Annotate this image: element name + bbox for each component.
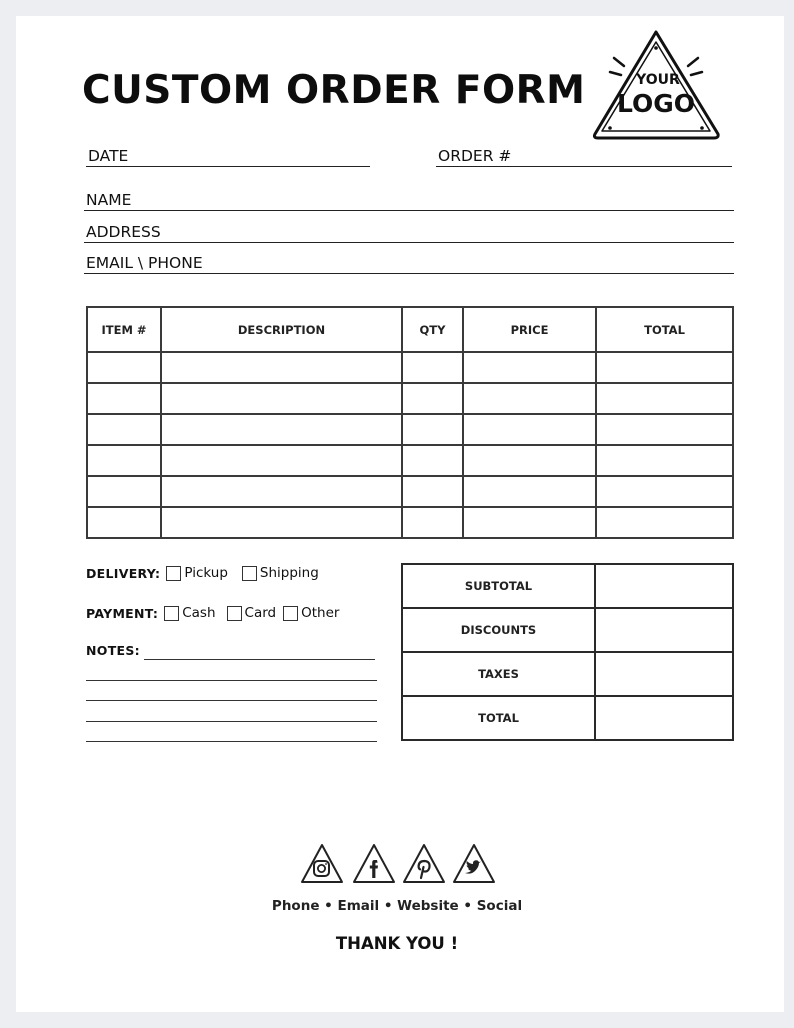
- discounts-value-cell[interactable]: [595, 608, 733, 652]
- table-row: [87, 476, 733, 507]
- table-cell[interactable]: [463, 507, 596, 538]
- table-cell[interactable]: [463, 383, 596, 414]
- table-cell[interactable]: [161, 414, 402, 445]
- notes-line[interactable]: [144, 659, 375, 660]
- table-row: [87, 507, 733, 538]
- order-number-field[interactable]: [436, 146, 732, 167]
- instagram-icon: [302, 845, 342, 882]
- table-row: [87, 445, 733, 476]
- pickup-label: Pickup: [184, 565, 228, 581]
- notes-line[interactable]: [86, 680, 377, 681]
- subtotal-label: SUBTOTAL: [402, 564, 595, 608]
- logo-line2: LOGO: [616, 89, 696, 118]
- table-cell[interactable]: [161, 352, 402, 383]
- table-cell[interactable]: [596, 383, 733, 414]
- discounts-label: DISCOUNTS: [402, 608, 595, 652]
- totals-row: [402, 652, 733, 696]
- payment-option-card[interactable]: [227, 605, 277, 621]
- table-row: [87, 414, 733, 445]
- table-cell[interactable]: [463, 414, 596, 445]
- other-label: Other: [301, 605, 340, 621]
- table-cell[interactable]: [463, 476, 596, 507]
- table-cell[interactable]: [596, 352, 733, 383]
- table-cell[interactable]: [463, 352, 596, 383]
- subtotal-value-cell[interactable]: [595, 564, 733, 608]
- table-row: [87, 352, 733, 383]
- col-description: DESCRIPTION: [161, 307, 402, 352]
- totals-row: [402, 696, 733, 740]
- table-cell[interactable]: [402, 507, 463, 538]
- table-cell[interactable]: [161, 445, 402, 476]
- facebook-icon: [354, 845, 394, 882]
- table-row: [87, 383, 733, 414]
- grand-total-label: TOTAL: [402, 696, 595, 740]
- table-cell[interactable]: [463, 445, 596, 476]
- totals-row: [402, 608, 733, 652]
- taxes-value-cell[interactable]: [595, 652, 733, 696]
- table-cell[interactable]: [87, 352, 161, 383]
- col-item-number: ITEM #: [87, 307, 161, 352]
- items-table: [86, 306, 734, 539]
- delivery-label: DELIVERY:: [86, 565, 161, 581]
- date-field[interactable]: [86, 146, 370, 167]
- table-cell[interactable]: [596, 476, 733, 507]
- twitter-icon: [454, 845, 494, 882]
- address-field[interactable]: [84, 222, 734, 243]
- notes-line[interactable]: [86, 741, 377, 742]
- notes-label: NOTES:: [86, 643, 140, 658]
- table-cell[interactable]: [87, 414, 161, 445]
- table-cell[interactable]: [402, 383, 463, 414]
- name-field[interactable]: [84, 190, 734, 211]
- payment-option-cash[interactable]: [164, 605, 215, 621]
- date-label: DATE: [88, 147, 129, 165]
- table-cell[interactable]: [87, 445, 161, 476]
- grand-total-value-cell[interactable]: [595, 696, 733, 740]
- form-title: CUSTOM ORDER FORM: [82, 68, 586, 113]
- cash-checkbox[interactable]: [164, 606, 179, 621]
- social-icons: [298, 842, 498, 886]
- contact-line: Phone • Email • Website • Social: [271, 898, 523, 914]
- table-cell[interactable]: [161, 507, 402, 538]
- table-cell[interactable]: [87, 507, 161, 538]
- taxes-label: TAXES: [402, 652, 595, 696]
- thank-you-text: THANK YOU !: [335, 934, 459, 953]
- pickup-checkbox[interactable]: [166, 566, 181, 581]
- table-cell[interactable]: [596, 507, 733, 538]
- table-cell[interactable]: [596, 414, 733, 445]
- shipping-checkbox[interactable]: [242, 566, 257, 581]
- totals-row: [402, 564, 733, 608]
- table-cell[interactable]: [87, 476, 161, 507]
- table-cell[interactable]: [596, 445, 733, 476]
- payment-option-other[interactable]: [283, 605, 339, 621]
- delivery-option-pickup[interactable]: [166, 565, 228, 581]
- table-cell[interactable]: [161, 383, 402, 414]
- card-label: Card: [244, 605, 277, 621]
- address-label: ADDRESS: [86, 223, 161, 241]
- other-checkbox[interactable]: [283, 606, 298, 621]
- logo-line1: YOUR: [636, 72, 680, 88]
- name-label: NAME: [86, 191, 132, 209]
- delivery-option-shipping[interactable]: [242, 565, 319, 581]
- email-phone-label: EMAIL \ PHONE: [86, 254, 203, 272]
- table-cell[interactable]: [161, 476, 402, 507]
- delivery-options: [86, 562, 333, 584]
- table-cell[interactable]: [402, 414, 463, 445]
- pinterest-icon: [404, 845, 444, 882]
- table-cell[interactable]: [402, 476, 463, 507]
- payment-label: PAYMENT:: [86, 605, 159, 621]
- payment-options: [86, 602, 353, 624]
- card-checkbox[interactable]: [227, 606, 242, 621]
- col-price: PRICE: [463, 307, 596, 352]
- shipping-label: Shipping: [259, 565, 319, 581]
- notes-line[interactable]: [86, 700, 377, 701]
- order-number-label: ORDER #: [438, 147, 512, 165]
- col-total: TOTAL: [596, 307, 733, 352]
- totals-table: [401, 563, 734, 741]
- table-cell[interactable]: [87, 383, 161, 414]
- notes-line[interactable]: [86, 721, 377, 722]
- table-cell[interactable]: [402, 352, 463, 383]
- cash-label: Cash: [182, 605, 216, 621]
- col-qty: QTY: [402, 307, 463, 352]
- email-phone-field[interactable]: [84, 253, 734, 274]
- items-header-row: [87, 307, 733, 352]
- table-cell[interactable]: [402, 445, 463, 476]
- logo-icon: [588, 28, 724, 144]
